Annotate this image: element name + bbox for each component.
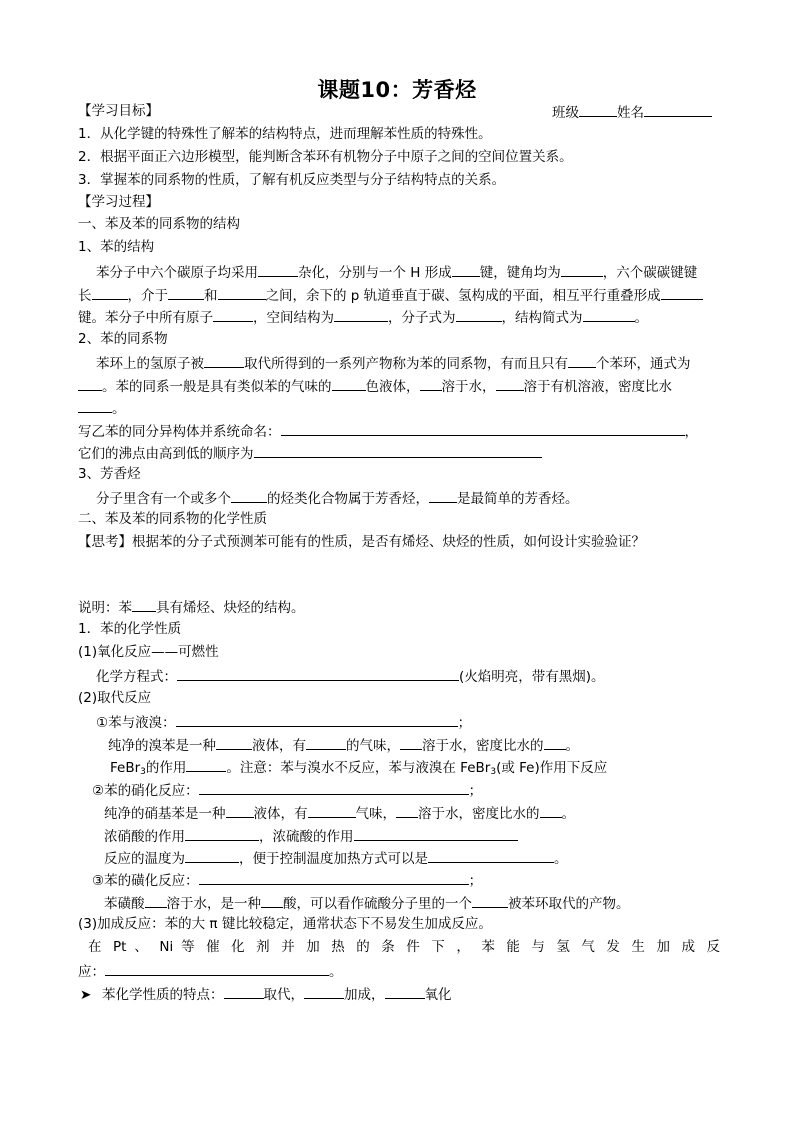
text: ③苯的磺化反应： (92, 873, 199, 889)
bromobenzene-color-blank[interactable] (216, 735, 252, 750)
goal-2: 2．根据平面正六边形模型，能判断含苯环有机物分子中原子之间的空间位置关系。 (78, 149, 573, 165)
subscript: 3 (490, 767, 497, 777)
text: 苯分子中六个碳原子均采用 (96, 265, 258, 281)
text: 个苯环，通式为 (596, 356, 691, 372)
nitrobenzene-solubility-blank[interactable] (396, 803, 418, 818)
nitrobenzene-density-blank[interactable] (540, 803, 562, 818)
sub1-heading: 1、苯的结构 (78, 239, 155, 255)
sub2-heading: 2、苯的同系物 (78, 331, 168, 347)
color-blank[interactable] (332, 376, 366, 391)
heating-method-blank[interactable] (428, 848, 554, 863)
process-heading: 【学习过程】 (78, 194, 159, 210)
nitrobenzene-props (104, 803, 575, 823)
text: 酸，可以看作硫酸分子里的一个 (283, 896, 472, 912)
sulfuric-acid-role-blank[interactable] (354, 826, 518, 841)
text: 色液体， (365, 379, 420, 395)
isomer-blank[interactable] (281, 421, 685, 436)
bromobenzene-props (108, 735, 579, 755)
bond-angle-blank[interactable] (561, 262, 603, 277)
febr3-role-blank[interactable] (186, 757, 226, 772)
note-line (78, 597, 305, 617)
between-blank-2[interactable] (218, 285, 266, 300)
goals-heading: 【学习目标】 (78, 103, 159, 119)
text: 杂化，分别与一个 H 形成 (298, 265, 452, 281)
oxidation-ease-blank[interactable] (385, 984, 425, 999)
text: 之间，余下的 p 轨道垂直于碳、氢构成的平面，相互平行重叠形成 (265, 288, 661, 304)
page-title: 课题10：芳香烃 (317, 78, 477, 102)
text: 。注意：苯与溴水不反应，苯与液溴在 FeBr (226, 760, 491, 776)
text: 应： (78, 964, 105, 980)
bromobenzene-odor-blank[interactable] (306, 735, 346, 750)
nitrobenzene-color-blank[interactable] (226, 803, 254, 818)
think-question: 【思考】根据苯的分子式预测苯可能有的性质，是否有烯烃、炔烃的性质，如何设计实验验证？ (78, 534, 645, 550)
class-name-fields (552, 102, 712, 122)
section1-heading: 一、苯及苯的同系物的结构 (78, 216, 240, 232)
text: ①苯与液溴： (96, 715, 176, 731)
nitration-line (92, 780, 482, 800)
organic-solubility-blank[interactable] (496, 376, 524, 391)
addition-heading: (3)加成反应：苯的大 π 键比较稳定，通常状态下不易发生加成反应。 (78, 916, 492, 932)
oxidation-heading: (1)氧化反应——可燃性 (78, 644, 219, 660)
text: 纯净的溴苯是一种 (108, 738, 216, 754)
text: 被苯环取代的产物。 (508, 896, 630, 912)
general-formula-blank[interactable] (78, 376, 102, 391)
bromination-equation-blank[interactable] (176, 712, 458, 727)
ring-count-blank[interactable] (568, 353, 596, 368)
text: ②苯的硝化反应： (92, 783, 199, 799)
addition-ease-blank[interactable] (304, 984, 344, 999)
structure-line-2 (78, 285, 703, 305)
text: 写乙苯的同分异构体并系统命名： (78, 424, 281, 440)
simplest-aromatic-blank[interactable] (429, 488, 457, 503)
text: 溶于水， (441, 379, 496, 395)
pi-bond-blank[interactable] (661, 285, 703, 300)
text: ，浓硫酸的作用 (259, 829, 354, 845)
text: 浓硝酸的作用 (104, 829, 185, 845)
substitution-heading: (2)取代反应 (78, 690, 152, 706)
name-label: 姓名 (617, 105, 644, 121)
nitration-equation-blank[interactable] (199, 780, 469, 795)
text: 它们的沸点由高到低的顺序为 (78, 446, 254, 462)
text: ，六个碳碳键键 (602, 265, 698, 281)
density-blank[interactable] (78, 398, 112, 413)
coplanar-blank[interactable] (213, 307, 253, 322)
homolog-line-1 (96, 353, 691, 373)
text: 分子里含有一个或多个 (96, 491, 231, 507)
class-label: 班级 (552, 105, 579, 121)
arrow-bullet-icon: ➤ (80, 987, 92, 1003)
chem-heading: 1．苯的化学性质 (78, 621, 182, 637)
homolog-line-2 (78, 376, 672, 396)
acid-roles-line (104, 826, 518, 846)
addition-line-2 (78, 961, 343, 981)
text: 取代， (263, 987, 304, 1003)
substituent-blank[interactable] (204, 353, 244, 368)
text: 。苯的同系一般是具有类似苯的气味的 (102, 379, 332, 395)
text: 取代所得到的一系列产物称为苯的同系物，有而且只有 (244, 356, 568, 372)
text: 。 (634, 310, 648, 326)
text: 溶于水，是一种 (166, 896, 261, 912)
sulfonation-line (92, 870, 482, 890)
text: ，结构简式为 (501, 310, 583, 326)
addition-line: 在 Pt 、 Ni 等 催 化 剂 并 加 热 的 条 件 下 ， 苯 能 与 氢 气 发 生 加 成 反 (88, 939, 720, 955)
structure-line-3 (78, 307, 648, 327)
text: 具有烯烃、炔烃的结构。 (156, 600, 305, 616)
sulfonation-equation-blank[interactable] (199, 870, 469, 885)
text: 键。苯分子中所有原子 (78, 310, 213, 326)
bond-length-blank[interactable] (92, 285, 128, 300)
hydrogenation-equation-blank[interactable] (105, 961, 329, 976)
class-blank[interactable] (579, 102, 617, 117)
text: 。 (329, 964, 343, 980)
text: 的作用 (145, 760, 187, 776)
spatial-structure-blank[interactable] (334, 307, 388, 322)
text: ，分子式为 (388, 310, 456, 326)
isomer-line-2 (78, 443, 542, 463)
text: 纯净的硝基苯是一种 (104, 806, 226, 822)
text: 气味， (355, 806, 396, 822)
oxidation-equation (96, 666, 605, 686)
nitric-acid-role-blank[interactable] (185, 826, 259, 841)
sulfonic-acid-line (104, 893, 630, 913)
text: ，介于 (127, 288, 168, 304)
summary-line (80, 984, 452, 1004)
text: 反应的温度为 (104, 851, 185, 867)
section2-heading: 二、苯及苯的同系物的化学性质 (78, 511, 267, 527)
replaced-group-blank[interactable] (472, 893, 508, 908)
text: 键，键角均为 (479, 265, 561, 281)
febr3-line (110, 757, 607, 781)
bromobenzene-solubility-blank[interactable] (400, 735, 422, 750)
text: 苯环上的氢原子被 (96, 356, 204, 372)
text: 说明：苯 (78, 600, 132, 616)
goal-3: 3．掌握苯的同系物的性质，了解有机反应类型与分子结构特点的关系。 (78, 172, 506, 188)
bromobenzene-density-blank[interactable] (544, 735, 566, 750)
text: ，空间结构为 (253, 310, 334, 326)
between-blank-1[interactable] (168, 285, 204, 300)
bond-type-blank[interactable] (452, 262, 480, 277)
text: 氧化 (424, 987, 452, 1003)
text: 溶于水，密度比水的 (422, 738, 544, 754)
text: ； (468, 873, 483, 889)
text: ； (468, 783, 483, 799)
text: 是最简单的芳香烃。 (457, 491, 579, 507)
bromination-line (96, 712, 471, 732)
text: 加成， (344, 987, 385, 1003)
text: 苯磺酸 (104, 896, 145, 912)
text: 溶于水，密度比水的 (418, 806, 540, 822)
text: FeBr (110, 760, 141, 776)
temperature-blank[interactable] (185, 848, 239, 863)
text: 苯化学性质的特点： (102, 987, 224, 1003)
subscript: 3 (140, 767, 146, 777)
boiling-order-blank[interactable] (254, 443, 542, 458)
text: 和 (204, 288, 218, 304)
homolog-line-3 (78, 398, 126, 418)
name-blank[interactable] (644, 102, 712, 117)
text: ，便于控制温度加热方式可以是 (239, 851, 428, 867)
text: (或 Fe)作用下反应 (496, 760, 608, 776)
nitrobenzene-odor-blank[interactable] (308, 803, 356, 818)
text: 。 (554, 851, 568, 867)
acid-strength-blank[interactable] (261, 893, 283, 908)
benzene-ring-blank[interactable] (231, 488, 267, 503)
has-structure-blank[interactable] (132, 597, 156, 612)
sulfonic-solubility-blank[interactable] (145, 893, 167, 908)
text: 。 (565, 738, 579, 754)
structure-line-1 (96, 262, 697, 282)
sub3-heading: 3、芳香烃 (78, 466, 141, 482)
text: 长 (78, 288, 92, 304)
temperature-line (104, 848, 568, 868)
isomer-line-1 (78, 421, 698, 441)
goal-1: 1．从化学键的特殊性了解苯的结构特点，进而理解苯性质的特殊性。 (78, 126, 492, 142)
text: 的烃类化合物属于芳香烃， (267, 491, 429, 507)
text: 液体，有 (252, 738, 306, 754)
text: 液体，有 (253, 806, 308, 822)
text: 化学方程式： (96, 669, 177, 685)
text: ， (684, 424, 698, 440)
text: ； (457, 715, 472, 731)
text: 。 (561, 806, 575, 822)
substitution-ease-blank[interactable] (224, 984, 264, 999)
structural-formula-blank[interactable] (583, 307, 635, 322)
text: 。 (112, 401, 126, 417)
text: (火焰明亮，带有黑烟)。 (459, 669, 605, 685)
hybrid-blank[interactable] (258, 262, 298, 277)
text: 的气味， (346, 738, 400, 754)
water-solubility-blank[interactable] (420, 376, 442, 391)
text: 溶于有机溶液，密度比水 (523, 379, 672, 395)
aromatic-line (96, 488, 579, 508)
combustion-equation-blank[interactable] (177, 666, 459, 681)
formula-blank[interactable] (456, 307, 502, 322)
